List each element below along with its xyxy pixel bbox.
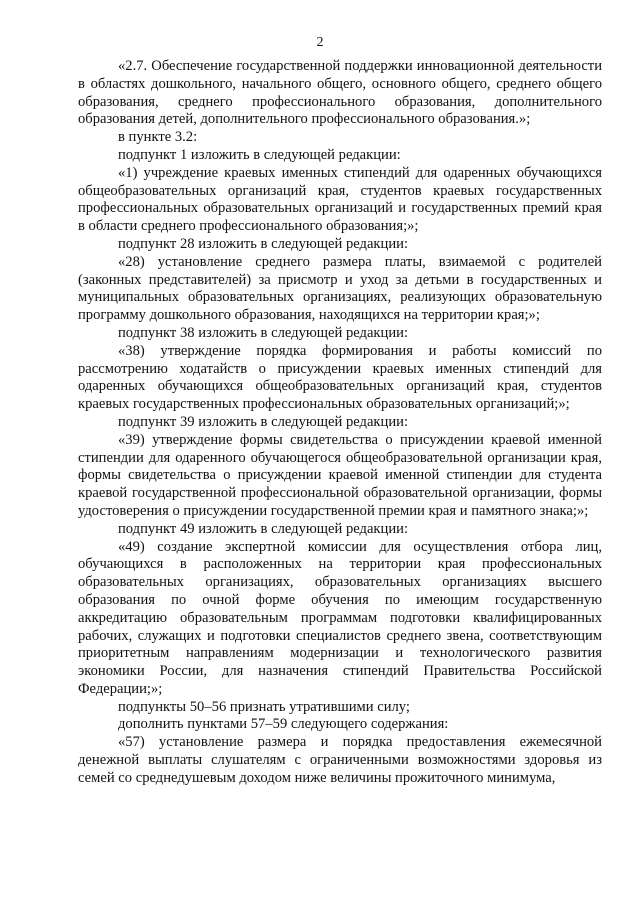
paragraph-add-items-57-59: дополнить пунктами 57–59 следующего содержания: xyxy=(118,716,449,733)
paragraph-subitem-39-heading: подпункт 39 изложить в следующей редакции: xyxy=(118,413,409,430)
paragraph-subitem-39-text: «39) утверждение формы свидетельства о присуждении краевой именной стипендии для одаренного обучающегося общеобразовательной организации края, формы свидетельства о присуждении краевой именной стипендии для студента краевой государственной профессиональной образовательной организации, формы удостоверения о присуждении государственной премии края и памятного знака;»; xyxy=(78,431,602,519)
paragraph-item-57-text: «57) установление размера и порядка предоставления ежемесячной денежной выплаты слушателям с ограниченными возможностями здоровья из семей со среднедушевым доходом ниже величины прожиточного минимума, xyxy=(78,734,602,786)
paragraph-subitems-50-56: подпункты 50–56 признать утратившими силу; xyxy=(118,698,410,715)
paragraph-subitem-49-text: «49) создание экспертной комиссии для осуществления отбора лиц, обучающихся в расположенных на территории края профессиональных образовательных организациях, образовательных организациях высшего образования по очной форме обучения по имеющим государственную аккредитацию образовательным программам подготовки квалифицированных рабочих, служащих и подготовки специалистов среднего звена, соответствующим приоритетным направлениям модернизации и технологического развития экономики России, для назначения стипендий Правительства Российской Федерации;»; xyxy=(78,538,602,697)
paragraph-subitem-1-heading: подпункт 1 изложить в следующей редакции: xyxy=(118,146,401,163)
paragraph-subitem-28-heading: подпункт 28 изложить в следующей редакции: xyxy=(118,235,409,252)
paragraph-subitem-1-text: «1) учреждение краевых именных стипендий для одаренных обучающихся общеобразовательных организаций края, студентов краевых государственных профессиональных образовательных организаций и государственных премий края в области среднего профессионального образования;»; xyxy=(78,164,602,235)
paragraph-subitem-38-heading: подпункт 38 изложить в следующей редакции: xyxy=(118,324,409,341)
paragraph-subitem-38-text: «38) утверждение порядка формирования и работы комиссий по рассмотрению ходатайств о присуждении краевых именных стипендий для одаренных обучающихся общеобразовательных организаций края, студентов краевых государственных профессиональных образовательных организаций;»; xyxy=(78,342,602,413)
page-number: 2 xyxy=(316,35,324,50)
paragraph-2-7: «2.7. Обеспечение государственной поддержки инновационной деятельности в областях дошкольного, начального общего, основного общего, среднего общего образования, среднего профессионального образования, дополнительного образования детей, дополнительного профессионального образования.»; xyxy=(78,58,602,128)
paragraph-item-3-2: в пункте 3.2: xyxy=(118,129,198,146)
document-body xyxy=(78,58,602,788)
paragraph-subitem-49-heading: подпункт 49 изложить в следующей редакции: xyxy=(118,520,409,537)
paragraph-subitem-28-text: «28) установление среднего размера платы, взимаемой с родителей (законных представителей) за присмотр и уход за детьми в государственных и муниципальных образовательных организациях, реализующих образовательную программу дошкольного образования, находящихся на территории края;»; xyxy=(78,253,602,324)
